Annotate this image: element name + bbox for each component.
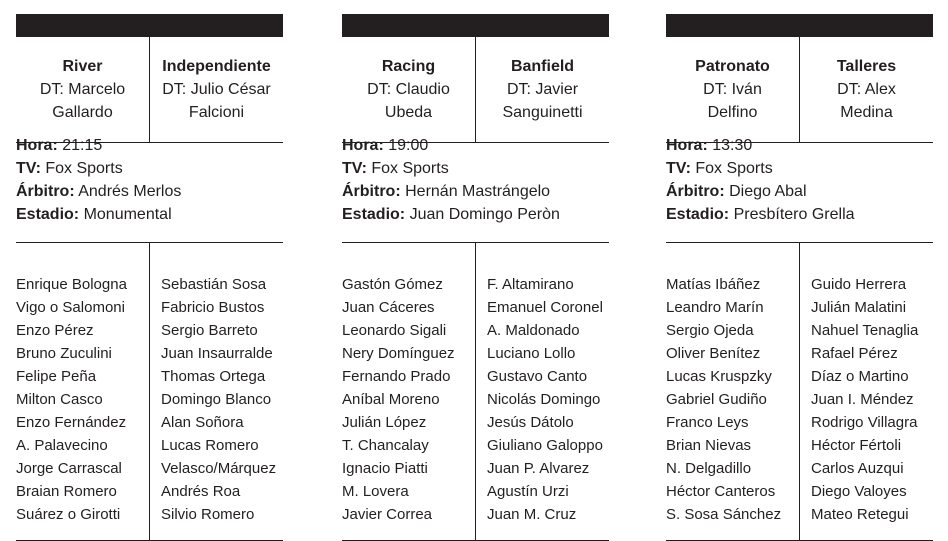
info-estadio <box>666 203 933 226</box>
home-team-coach: DT: Claudio Ubeda <box>367 81 450 121</box>
tv-label: TV: <box>666 160 691 177</box>
player-name: Díaz o Martino <box>811 368 909 385</box>
hora-value: 21:15 <box>62 137 103 154</box>
away-team-name: Banfield <box>510 58 575 75</box>
player-name: T. Chancalay <box>342 437 429 454</box>
player-name: Lucas Romero <box>161 437 259 454</box>
home-lineup <box>666 273 781 526</box>
player-name: Alan Soñora <box>161 414 244 431</box>
teams-header <box>16 37 283 143</box>
away-team-name: Independiente <box>162 58 271 75</box>
player-name: Aníbal Moreno <box>342 391 440 408</box>
away-team-coach: DT: Julio César Falcioni <box>162 81 271 121</box>
info-arbitro <box>342 180 609 203</box>
player-name: Juan M. Cruz <box>487 506 577 523</box>
away-lineup <box>487 273 603 526</box>
away-team <box>150 37 283 142</box>
home-team-coach: DT: Marcelo Gallardo <box>39 81 126 121</box>
player-name: S. Sosa Sánchez <box>666 506 782 523</box>
player-name: Bruno Zuculini <box>16 345 112 362</box>
tv-value: Fox Sports <box>45 160 123 177</box>
home-team-coach: DT: Iván Delfino <box>703 81 762 121</box>
teams-header <box>666 37 933 143</box>
player-name: Gabriel Gudiño <box>666 391 767 408</box>
info-hora <box>342 134 609 157</box>
arbitro-value: Hernán Mastrángelo <box>405 183 551 200</box>
player-name: Lucas Kruspzky <box>666 368 772 385</box>
player-name: N. Delgadillo <box>666 460 752 477</box>
player-name: Juan I. Méndez <box>811 391 914 408</box>
arbitro-value: Diego Abal <box>729 183 807 200</box>
player-name: Sebastián Sosa <box>161 276 267 293</box>
arbitro-value: Andrés Merlos <box>78 183 182 200</box>
player-name: Domingo Blanco <box>161 391 272 408</box>
hora-value: 19:00 <box>388 137 429 154</box>
arbitro-label: Árbitro: <box>342 183 401 200</box>
hora-label: Hora: <box>16 137 58 154</box>
player-name: Brian Nievas <box>666 437 752 454</box>
player-name: Vigo o Salomoni <box>16 299 125 316</box>
info-tv <box>16 157 283 180</box>
player-name: Nahuel Tenaglia <box>811 322 919 339</box>
player-name: Carlos Auzqui <box>811 460 904 477</box>
player-name: Guido Herrera <box>811 276 907 293</box>
home-team-name: Patronato <box>695 58 770 75</box>
header-bar <box>666 14 933 37</box>
player-name: Matías Ibáñez <box>666 276 761 293</box>
player-name: Fernando Prado <box>342 368 451 385</box>
player-name: Sergio Barreto <box>161 322 258 339</box>
player-name: Enzo Fernández <box>16 414 127 431</box>
lineups <box>342 243 609 541</box>
player-name: Gustavo Canto <box>487 368 588 385</box>
player-name: Milton Casco <box>16 391 103 408</box>
info-tv <box>342 157 609 180</box>
away-lineup <box>161 273 276 526</box>
player-name: Rafael Pérez <box>811 345 898 362</box>
player-name: Enzo Pérez <box>16 322 94 339</box>
estadio-value: Juan Domingo Peròn <box>409 206 560 223</box>
player-name: Braian Romero <box>16 483 117 500</box>
match-info <box>666 134 933 226</box>
away-lineup <box>811 273 918 526</box>
player-name: M. Lovera <box>342 483 409 500</box>
tv-value: Fox Sports <box>695 160 773 177</box>
arbitro-label: Árbitro: <box>16 183 75 200</box>
player-name: Luciano Lollo <box>487 345 576 362</box>
player-name: Emanuel Coronel <box>487 299 603 316</box>
player-name: A. Maldonado <box>487 322 580 339</box>
player-name: Jorge Carrascal <box>16 460 122 477</box>
lineup-divider <box>149 243 150 541</box>
player-name: Fabricio Bustos <box>161 299 265 316</box>
info-arbitro <box>666 180 933 203</box>
player-name: Leandro Marín <box>666 299 764 316</box>
player-name: F. Altamirano <box>487 276 574 293</box>
away-team <box>800 37 933 142</box>
player-name: Agustín Urzi <box>487 483 569 500</box>
player-name: Velasco/Márquez <box>161 460 277 477</box>
home-team-name: Racing <box>381 58 436 75</box>
match-info <box>16 134 283 226</box>
info-tv <box>666 157 933 180</box>
away-team <box>476 37 609 142</box>
home-team-name: River <box>62 58 103 75</box>
player-name: Mateo Retegui <box>811 506 909 523</box>
player-name: Thomas Ortega <box>161 368 266 385</box>
player-name: Suárez o Girotti <box>16 506 121 523</box>
home-lineup <box>16 273 127 526</box>
home-team <box>342 37 475 142</box>
tv-label: TV: <box>342 160 367 177</box>
player-name: Silvio Romero <box>161 506 255 523</box>
player-name: Nicolás Domingo <box>487 391 601 408</box>
player-name: Julián López <box>342 414 427 431</box>
away-team-coach: DT: Alex Medina <box>837 81 896 121</box>
match-info <box>342 134 609 226</box>
player-name: Héctor Fértoli <box>811 437 902 454</box>
info-estadio <box>342 203 609 226</box>
home-lineup <box>342 273 455 526</box>
lineup-divider <box>475 243 476 541</box>
info-arbitro <box>16 180 283 203</box>
info-estadio <box>16 203 283 226</box>
player-name: Juan Cáceres <box>342 299 435 316</box>
estadio-label: Estadio: <box>342 206 406 223</box>
player-name: Juan Insaurralde <box>161 345 273 362</box>
hora-label: Hora: <box>666 137 708 154</box>
info-hora <box>16 134 283 157</box>
match-card-patronato-talleres <box>666 14 933 541</box>
estadio-value: Monumental <box>83 206 172 223</box>
player-name: Enrique Bologna <box>16 276 127 293</box>
player-name: Nery Domínguez <box>342 345 455 362</box>
tv-value: Fox Sports <box>371 160 449 177</box>
player-name: Giuliano Galoppo <box>487 437 603 454</box>
hora-label: Hora: <box>342 137 384 154</box>
estadio-label: Estadio: <box>16 206 80 223</box>
player-name: Leonardo Sigali <box>342 322 447 339</box>
header-bar <box>342 14 609 37</box>
player-name: Juan P. Alvarez <box>487 460 590 477</box>
info-hora <box>666 134 933 157</box>
player-name: Diego Valoyes <box>811 483 907 500</box>
header-bar <box>16 14 283 37</box>
hora-value: 13:30 <box>712 137 753 154</box>
player-name: Javier Correa <box>342 506 433 523</box>
player-name: Felipe Peña <box>16 368 97 385</box>
player-name: A. Palavecino <box>16 437 108 454</box>
player-name: Rodrigo Villagra <box>811 414 918 431</box>
estadio-label: Estadio: <box>666 206 730 223</box>
player-name: Sergio Ojeda <box>666 322 754 339</box>
player-name: Gastón Gómez <box>342 276 443 293</box>
match-card-river-independiente <box>16 14 283 541</box>
lineup-divider <box>799 243 800 541</box>
away-team-name: Talleres <box>836 58 897 75</box>
player-name: Héctor Canteros <box>666 483 776 500</box>
player-name: Franco Leys <box>666 414 749 431</box>
teams-header <box>342 37 609 143</box>
arbitro-label: Árbitro: <box>666 183 725 200</box>
player-name: Julián Malatini <box>811 299 907 316</box>
player-name: Oliver Benítez <box>666 345 761 362</box>
lineups <box>16 243 283 541</box>
away-team-coach: DT: Javier Sanguinetti <box>502 81 583 121</box>
player-name: Ignacio Piatti <box>342 460 428 477</box>
match-card-racing-banfield <box>342 14 609 541</box>
lineups <box>666 243 933 541</box>
player-name: Andrés Roa <box>161 483 241 500</box>
home-team <box>666 37 799 142</box>
estadio-value: Presbítero Grella <box>733 206 855 223</box>
tv-label: TV: <box>16 160 41 177</box>
home-team <box>16 37 149 142</box>
player-name: Jesús Dátolo <box>487 414 574 431</box>
